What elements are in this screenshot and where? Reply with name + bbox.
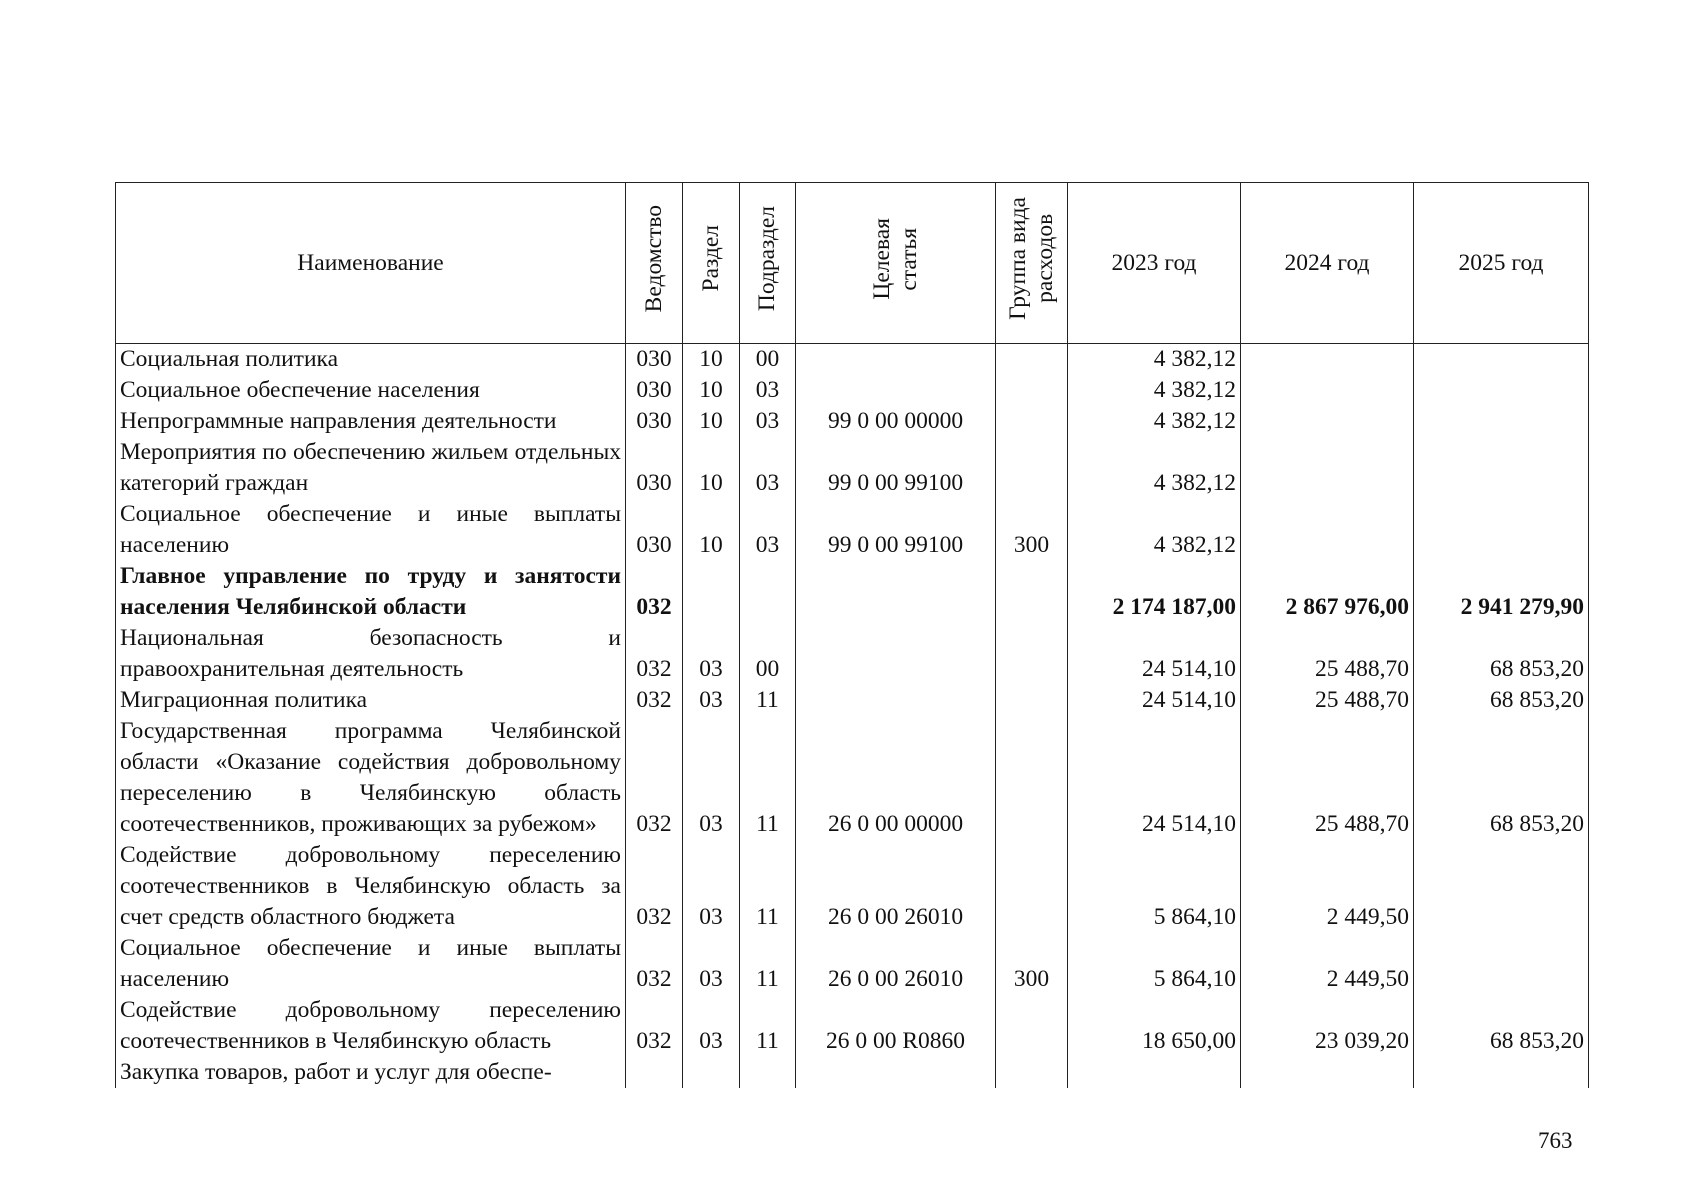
cell-group	[996, 1057, 1068, 1088]
header-2025: 2025 год	[1414, 183, 1589, 344]
cell-target	[796, 561, 996, 623]
table-header-row	[116, 183, 1589, 344]
cell-ministry: 030	[626, 437, 683, 499]
cell-name: Социальное обеспечение и иные выплаты населению	[116, 933, 626, 995]
cell-name: Социальная политика	[116, 344, 626, 376]
cell-subsection	[740, 561, 796, 623]
cell-target: 99 0 00 99100	[796, 437, 996, 499]
cell-2024: 25 488,70	[1241, 685, 1414, 716]
cell-subsection: 11	[740, 933, 796, 995]
cell-ministry	[626, 1057, 683, 1088]
cell-target: 26 0 00 R0860	[796, 995, 996, 1057]
cell-section: 03	[683, 716, 740, 840]
cell-section	[683, 561, 740, 623]
cell-group: 300	[996, 933, 1068, 995]
header-2024: 2024 год	[1241, 183, 1414, 344]
cell-ministry: 032	[626, 716, 683, 840]
cell-section: 03	[683, 840, 740, 933]
table-row	[116, 406, 1589, 437]
cell-subsection: 11	[740, 716, 796, 840]
cell-ministry: 032	[626, 933, 683, 995]
cell-2025	[1414, 499, 1589, 561]
cell-subsection: 03	[740, 499, 796, 561]
header-target: Целевая статья	[796, 183, 996, 344]
cell-group	[996, 840, 1068, 933]
cell-target: 99 0 00 99100	[796, 499, 996, 561]
cell-name: Содействие добровольному переселению соотечественников в Челябинскую область за счет средств областного бюджета	[116, 840, 626, 933]
cell-subsection: 11	[740, 840, 796, 933]
cell-2023: 2 174 187,00	[1068, 561, 1241, 623]
cell-2024: 23 039,20	[1241, 995, 1414, 1057]
cell-2025	[1414, 840, 1589, 933]
cell-2023: 4 382,12	[1068, 437, 1241, 499]
cell-target	[796, 623, 996, 685]
cell-section: 10	[683, 375, 740, 406]
cell-2024: 2 449,50	[1241, 840, 1414, 933]
cell-2023: 4 382,12	[1068, 499, 1241, 561]
cell-2025	[1414, 933, 1589, 995]
cell-group	[996, 623, 1068, 685]
table-row	[116, 437, 1589, 499]
cell-section: 03	[683, 623, 740, 685]
cell-2023	[1068, 1057, 1241, 1088]
cell-ministry: 030	[626, 344, 683, 376]
cell-2023: 24 514,10	[1068, 685, 1241, 716]
cell-ministry: 032	[626, 685, 683, 716]
cell-name: Миграционная политика	[116, 685, 626, 716]
cell-target: 26 0 00 26010	[796, 840, 996, 933]
cell-subsection: 03	[740, 406, 796, 437]
cell-name: Закупка товаров, работ и услуг для обеспе-	[116, 1057, 626, 1088]
cell-2024: 25 488,70	[1241, 716, 1414, 840]
cell-group	[996, 716, 1068, 840]
cell-2023: 4 382,12	[1068, 344, 1241, 376]
table-row	[116, 716, 1589, 840]
cell-2025: 68 853,20	[1414, 716, 1589, 840]
table-row	[116, 685, 1589, 716]
cell-ministry: 032	[626, 995, 683, 1057]
cell-2025	[1414, 375, 1589, 406]
header-2023: 2023 год	[1068, 183, 1241, 344]
cell-subsection: 00	[740, 623, 796, 685]
cell-group	[996, 375, 1068, 406]
cell-ministry: 032	[626, 840, 683, 933]
cell-group	[996, 685, 1068, 716]
cell-group	[996, 344, 1068, 376]
cell-2023: 24 514,10	[1068, 716, 1241, 840]
cell-2025: 68 853,20	[1414, 685, 1589, 716]
cell-name: Социальное обеспечение населения	[116, 375, 626, 406]
cell-section: 10	[683, 437, 740, 499]
cell-2024	[1241, 344, 1414, 376]
cell-2025: 68 853,20	[1414, 623, 1589, 685]
cell-ministry: 030	[626, 406, 683, 437]
cell-ministry: 032	[626, 561, 683, 623]
cell-section: 10	[683, 406, 740, 437]
cell-ministry: 030	[626, 375, 683, 406]
cell-section	[683, 1057, 740, 1088]
cell-2024	[1241, 437, 1414, 499]
cell-subsection: 11	[740, 685, 796, 716]
cell-2025	[1414, 406, 1589, 437]
table-row	[116, 375, 1589, 406]
table-row	[116, 995, 1589, 1057]
cell-target	[796, 344, 996, 376]
table-row	[116, 344, 1589, 376]
cell-subsection	[740, 1057, 796, 1088]
cell-2025: 2 941 279,90	[1414, 561, 1589, 623]
cell-group	[996, 437, 1068, 499]
header-group: Группа вида расходов	[996, 183, 1068, 344]
cell-2024: 25 488,70	[1241, 623, 1414, 685]
cell-2025: 68 853,20	[1414, 995, 1589, 1057]
cell-subsection: 03	[740, 375, 796, 406]
cell-2024	[1241, 406, 1414, 437]
cell-2023: 4 382,12	[1068, 375, 1241, 406]
cell-name: Национальная безопасность и правоохранительная деятельность	[116, 623, 626, 685]
cell-ministry: 032	[626, 623, 683, 685]
cell-ministry: 030	[626, 499, 683, 561]
cell-target	[796, 375, 996, 406]
header-subsection: Подраздел	[740, 183, 796, 344]
cell-2023: 24 514,10	[1068, 623, 1241, 685]
cell-subsection: 00	[740, 344, 796, 376]
cell-target	[796, 1057, 996, 1088]
cell-section: 03	[683, 933, 740, 995]
header-section: Раздел	[683, 183, 740, 344]
cell-name: Главное управление по труду и занятости населения Челябинской области	[116, 561, 626, 623]
cell-2024: 2 867 976,00	[1241, 561, 1414, 623]
cell-subsection: 11	[740, 995, 796, 1057]
cell-2023: 5 864,10	[1068, 933, 1241, 995]
budget-table	[115, 182, 1589, 1088]
table-row	[116, 561, 1589, 623]
cell-2024	[1241, 1057, 1414, 1088]
page-number: 763	[1538, 1128, 1573, 1153]
cell-target: 99 0 00 00000	[796, 406, 996, 437]
cell-group	[996, 561, 1068, 623]
cell-2025	[1414, 437, 1589, 499]
cell-name: Мероприятия по обеспечению жильем отдельных категорий граждан	[116, 437, 626, 499]
cell-target: 26 0 00 00000	[796, 716, 996, 840]
cell-target: 26 0 00 26010	[796, 933, 996, 995]
cell-target	[796, 685, 996, 716]
cell-subsection: 03	[740, 437, 796, 499]
cell-name: Непрограммные направления деятельности	[116, 406, 626, 437]
cell-2025	[1414, 344, 1589, 376]
cell-section: 10	[683, 344, 740, 376]
cell-section: 10	[683, 499, 740, 561]
cell-section: 03	[683, 995, 740, 1057]
header-ministry: Ведомство	[626, 183, 683, 344]
cell-name: Социальное обеспечение и иные выплаты населению	[116, 499, 626, 561]
cell-name: Содействие добровольному переселению соотечественников в Челябинскую область	[116, 995, 626, 1057]
cell-2023: 5 864,10	[1068, 840, 1241, 933]
table-row	[116, 499, 1589, 561]
cell-2024	[1241, 375, 1414, 406]
cell-group: 300	[996, 499, 1068, 561]
cell-2023: 18 650,00	[1068, 995, 1241, 1057]
table-row	[116, 623, 1589, 685]
cell-2025	[1414, 1057, 1589, 1088]
cell-2023: 4 382,12	[1068, 406, 1241, 437]
cell-2024	[1241, 499, 1414, 561]
cell-group	[996, 406, 1068, 437]
cell-name: Государственная программа Челябинской области «Оказание содействия добровольному переселению в Челябинскую область соотечественников, проживающих за рубежом»	[116, 716, 626, 840]
table-row	[116, 1057, 1589, 1088]
header-name: Наименование	[116, 183, 626, 344]
cell-group	[996, 995, 1068, 1057]
cell-section: 03	[683, 685, 740, 716]
table-row	[116, 933, 1589, 995]
table-row	[116, 840, 1589, 933]
cell-2024: 2 449,50	[1241, 933, 1414, 995]
